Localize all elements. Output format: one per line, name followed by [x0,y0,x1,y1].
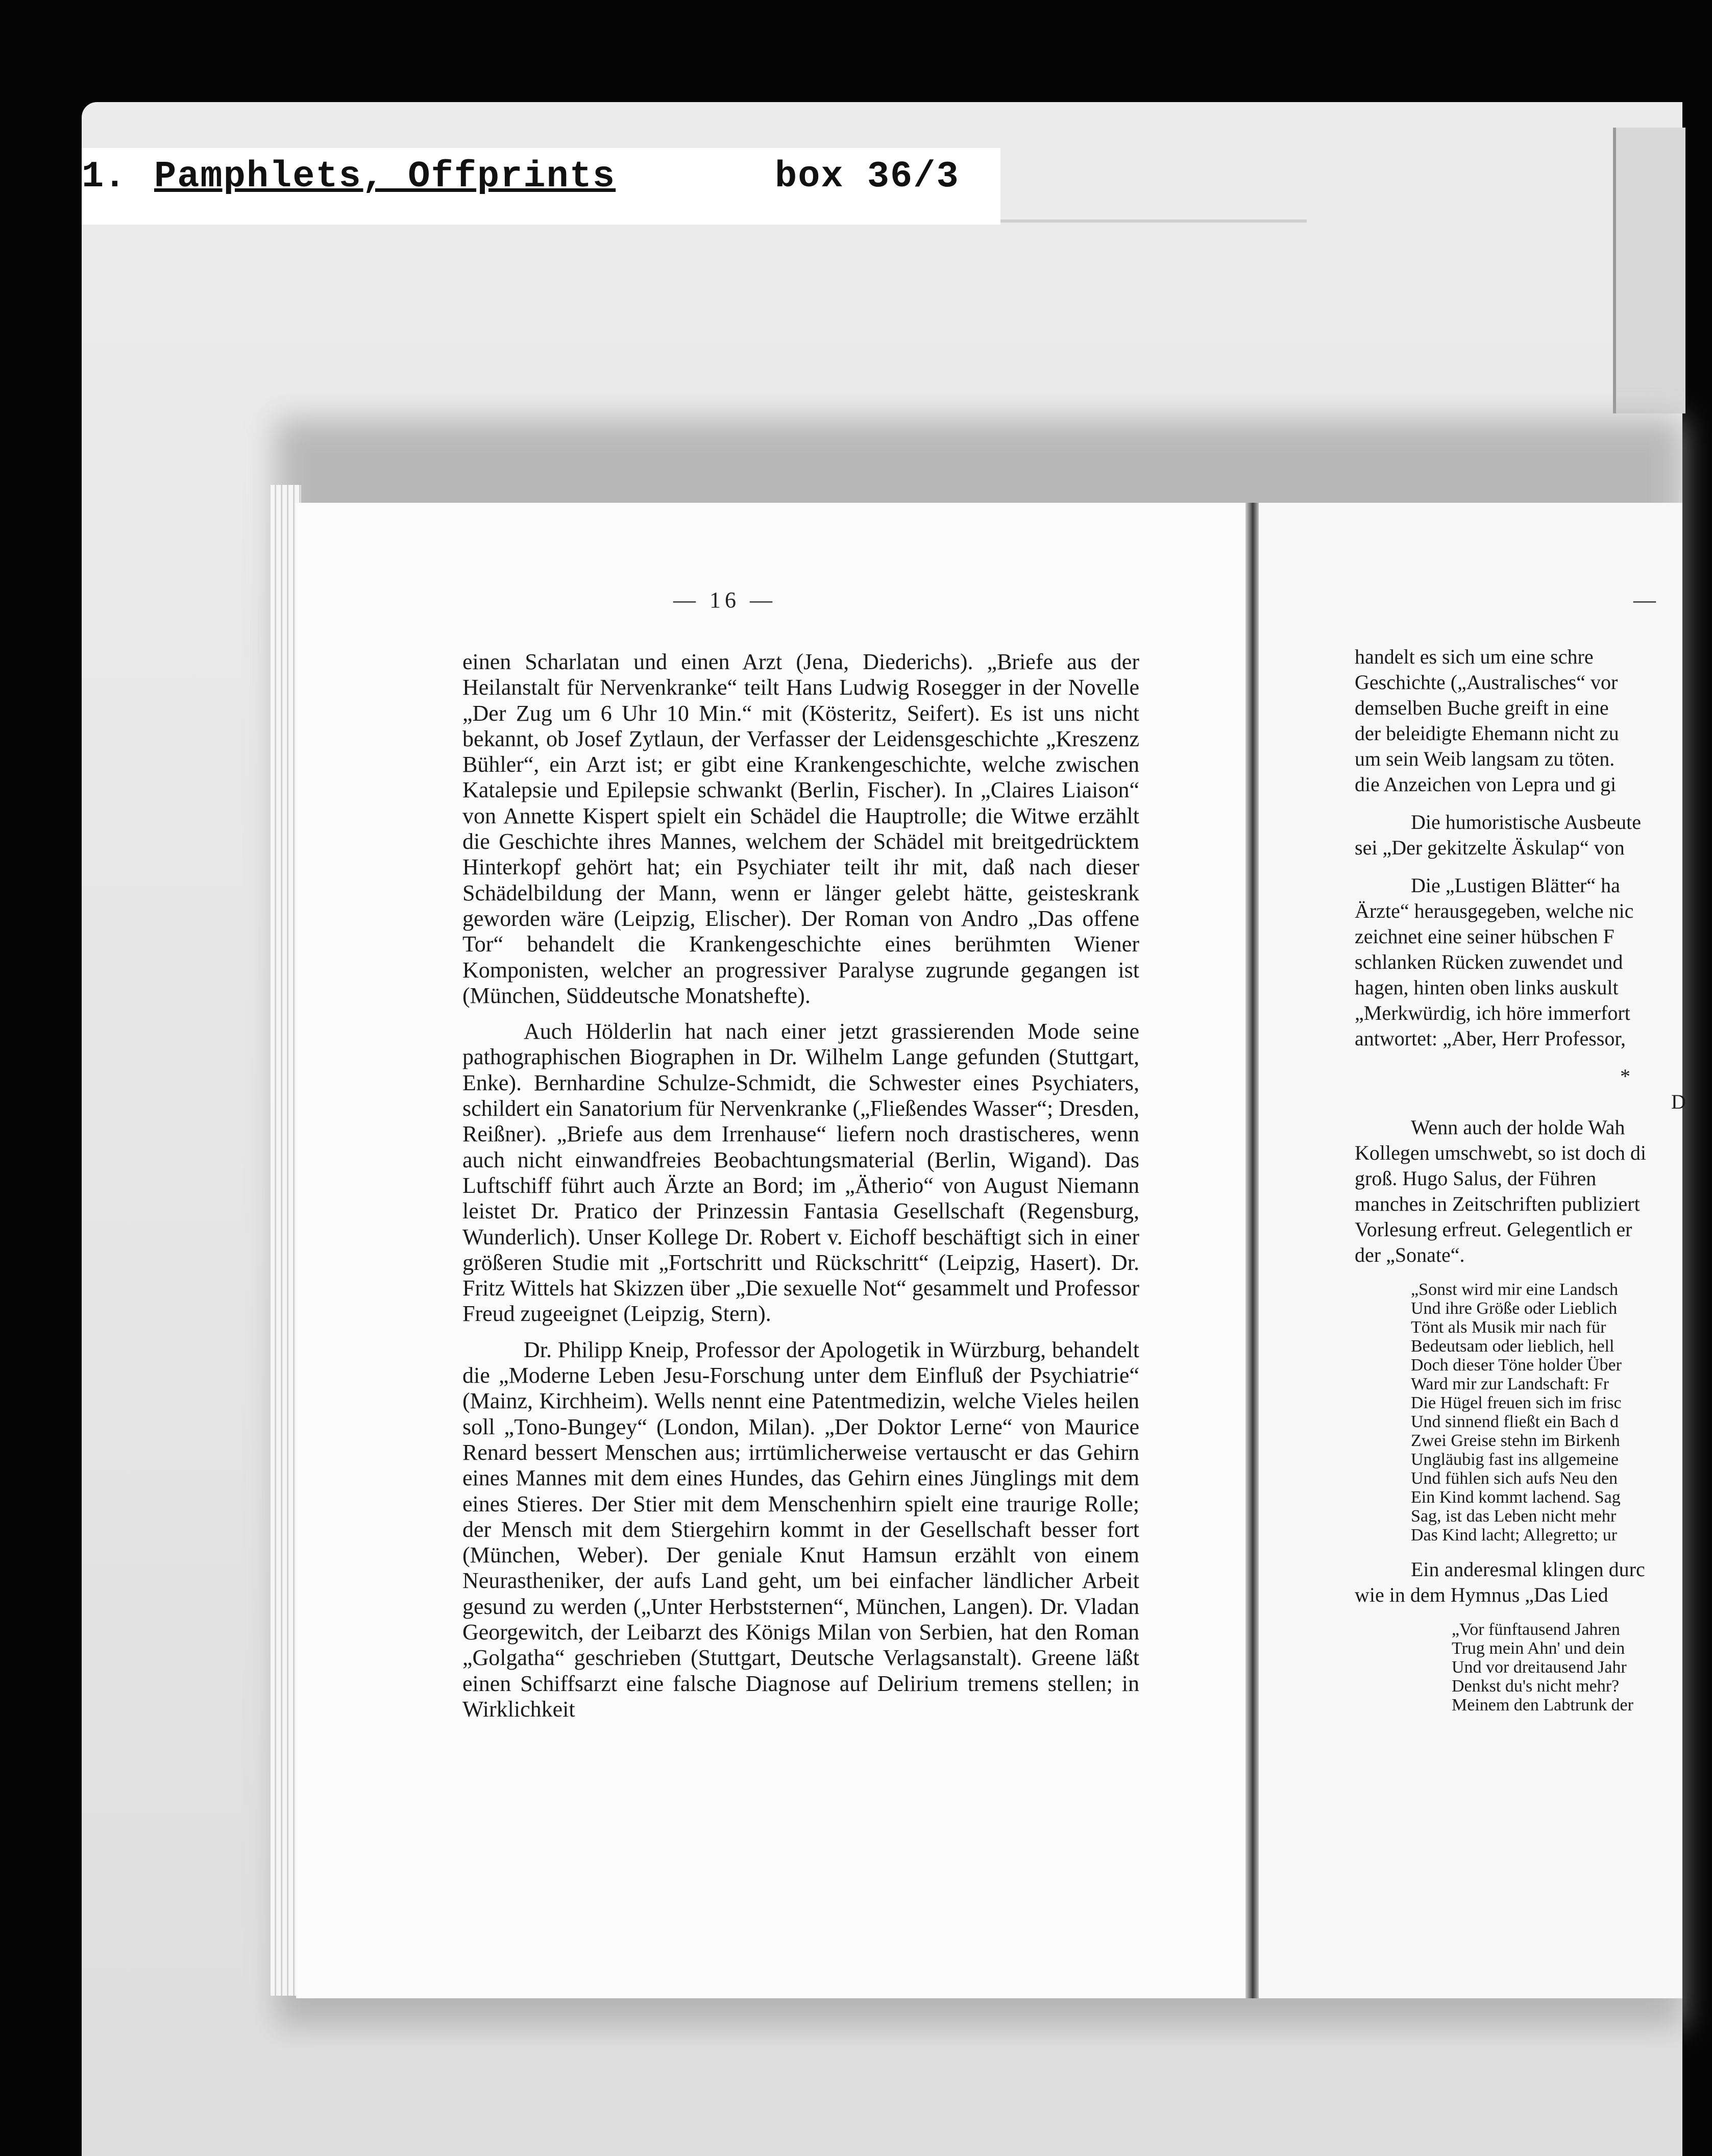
right-line: um sein Weib langsam zu töten. [1355,747,1615,770]
right-line: zeichnet eine seiner hübschen F [1355,925,1615,948]
right-line: die Anzeichen von Lepra und gi [1355,773,1617,796]
right-line: Trug mein Ahn' und dein [1452,1639,1625,1658]
right-line: Denkst du's nicht mehr? [1452,1677,1620,1696]
right-line: Ärzte“ herausgegeben, welche nic [1355,899,1634,922]
left-page-text [462,649,1139,1798]
poem-sonate [1355,1280,1712,1545]
paragraph-1: einen Scharlatan und einen Arzt (Jena, Diederichs). „Briefe aus der Heilanstalt für Nervenkranke“ teilt Hans Ludwig Rosegger in der Novelle „Der Zug um 6 Uhr 10 Min.“ mit (Kösteritz, Seifert). Es ist uns nicht bekannt, ob Josef Zytlaun, der Verfasser der Leidensgeschichte „Kreszenz Bühler“, ein Arzt ist; er gibt eine Krankengeschichte, welche zwischen Katalepsie und Epilepsie schwankt (Berlin, Fischer). In „Claires Liaison“ von Annette Kispert spielt ein Schädel die Hauptrolle; die Witwe erzählt die Geschichte ihres Mannes, welchem der Schädel mit breitgedrücktem Hinterkopf gehört hat; ein Psychiater teilt ihr mit, daß nach dieser Schädelbildung der Mann, wenn er länger gelebt hätte, geisteskrank geworden wäre (Leipzig, Elischer). Der Roman von Andro „Das offene Tor“ behandelt die Krankengeschichte eines berühmten Wiener Komponisten, welcher an progressiver Paralyse zugrunde gegangen ist (München, Süddeutsche Monatshefte). [462,649,1139,1008]
right-line: demselben Buche greift in eine [1355,696,1609,719]
right-line: Tönt als Musik mir nach für [1411,1318,1606,1337]
right-line: der beleidigte Ehemann nicht zu [1355,722,1619,745]
right-line: wie in dem Hymnus „Das Lied [1355,1583,1608,1606]
label-box-number: box 36/3 [775,156,960,198]
right-line: Geschichte („Australisches“ vor [1355,671,1618,694]
right-line: schlanken Rücken zuwendet und [1355,950,1623,973]
right-block-a [1355,644,1712,797]
right-line: Und vor dreitausend Jahr [1452,1658,1627,1677]
section-initial: D [1671,1090,1686,1113]
right-line: Doch dieser Töne holder Über [1411,1356,1622,1375]
right-line: Vorlesung erfreut. Gelegentlich er [1355,1218,1632,1241]
right-line: Wenn auch der holde Wah [1411,1116,1625,1139]
right-line: Und ihre Größe oder Lieblich [1411,1299,1618,1318]
right-line: sei „Der gekitzelte Äskulap“ von [1355,836,1625,859]
right-block-b [1355,810,1712,861]
right-line: Bedeutsam oder lieblich, hell [1411,1337,1615,1356]
right-line: hagen, hinten oben links auskult [1355,976,1619,999]
paragraph-2: Auch Hölderlin hat nach einer jetzt grassierenden Mode seine pathographischen Biographen in Dr. Wilhelm Lange gefunden (Stuttgart, Enke). Bernhardine Schulze-Schmidt, die Schwester eines Psychiaters, schildert ein Sanatorium für Nervenkranke („Fließendes Wasser“; Dresden, Reißner). „Briefe aus dem Irrenhause“ liefern noch drastischeres, wenn auch nicht einwandfreies Beobachtungsmaterial (Berlin, Wigand). Das Luftschiff führt auch Ärzte an Bord; im „Ätherio“ von August Niemann leistet Dr. Pratico der Prinzessin Fantasia Gesellschaft (Regensburg, Wunderlich). Unser Kollege Dr. Robert v. Eichoff beschäftigt sich in einer größeren Studie mit „Fortschritt und Rückschritt“ (Leipzig, Hasert). Dr. Fritz Wittels hat Skizzen über „Die sexuelle Not“ gesammelt und Professor Freud zugeeignet (Leipzig, Stern). [462,1019,1139,1327]
book-gutter [1245,503,1259,1998]
right-block-e [1355,1557,1712,1608]
right-line: Ungläubig fast ins allgemeine [1411,1450,1619,1469]
right-line: handelt es sich um eine schre [1355,645,1594,668]
right-line: manches in Zeitschriften publiziert [1355,1192,1640,1215]
right-line: antwortet: „Aber, Herr Professor, [1355,1027,1626,1050]
right-line: „Vor fünftausend Jahren [1452,1620,1620,1639]
right-line: Sag, ist das Leben nicht mehr [1411,1507,1617,1526]
right-line: der „Sonate“. [1355,1243,1465,1266]
label-title: Pamphlets, Offprints [154,156,616,198]
right-line: Ward mir zur Landschaft: Fr [1411,1375,1609,1393]
right-line: Ein anderesmal klingen durc [1411,1558,1645,1581]
right-line: Meinem den Labtrunk der [1452,1696,1633,1714]
right-line: „Sonst wird mir eine Landsch [1411,1280,1619,1299]
right-line: Das Kind lacht; Allegretto; ur [1411,1526,1618,1545]
right-line: Zwei Greise stehn im Birkenh [1411,1431,1620,1450]
right-block-d [1355,1115,1712,1268]
right-line: Kollegen umschwebt, so ist doch di [1355,1141,1647,1164]
right-block-c [1355,873,1712,1051]
paragraph-3: Dr. Philipp Kneip, Professor der Apologetik in Würzburg, behandelt die „Moderne Leben Jesu-Forschung unter dem Einfluß der Psychiatrie“ (Mainz, Kirchheim). Wells nennt eine Patentmedizin, welche Vieles heilen soll „Tono-Bungey“ (London, Milan). „Der Doktor Lerne“ von Maurice Renard bessert Menschen aus; irrtümlicherweise vertauscht er das Gehirn eines Mannes mit dem eines Hundes, das Gehirn eines Jünglings mit dem eines Stieres. Der Stier mit dem Menschenhirn spielt eine traurige Rolle; der Mensch mit dem Stiergehirn kommt in der Gesellschaft besser fort (München, Weber). Der geniale Knut Hamsun erzählt von einem Neurastheniker, der aufs Land geht, um bei einfacher ländlicher Arbeit gesund zu werden („Unter Herbststernen“, München, Langen). Dr. Vladan Georgewitch, der Leibarzt des Königs Milan von Serbien, hat den Roman „Golgatha“ geschrieben (Stuttgart, Deutsche Verlagsanstalt). Greene läßt einen Schiffsarzt eine falsche Diagnose auf Delirium tremens stellen; in Wirklichkeit [462,1337,1139,1722]
right-line: Die Hügel freuen sich im frisc [1411,1393,1622,1412]
poem-hymnus [1355,1620,1712,1714]
right-line: Ein Kind kommt lachend. Sag [1411,1488,1621,1507]
right-line: Und fühlen sich aufs Neu den [1411,1469,1618,1488]
left-page-number: — 16 — [673,587,776,612]
right-line: „Merkwürdig, ich höre immerfort [1355,1001,1630,1024]
right-line: Und sinnend fließt ein Bach d [1411,1412,1619,1431]
right-line: Die humoristische Ausbeute [1411,811,1642,834]
right-line: Die „Lustigen Blätter“ ha [1411,874,1620,897]
folder-flap [1613,128,1685,413]
right-page-number: — [1633,587,1656,612]
label-number: 1. [82,156,126,198]
section-star: * [1620,1065,1630,1088]
right-line: groß. Hugo Salus, der Führen [1355,1167,1597,1190]
right-page-text [1355,644,1712,1818]
